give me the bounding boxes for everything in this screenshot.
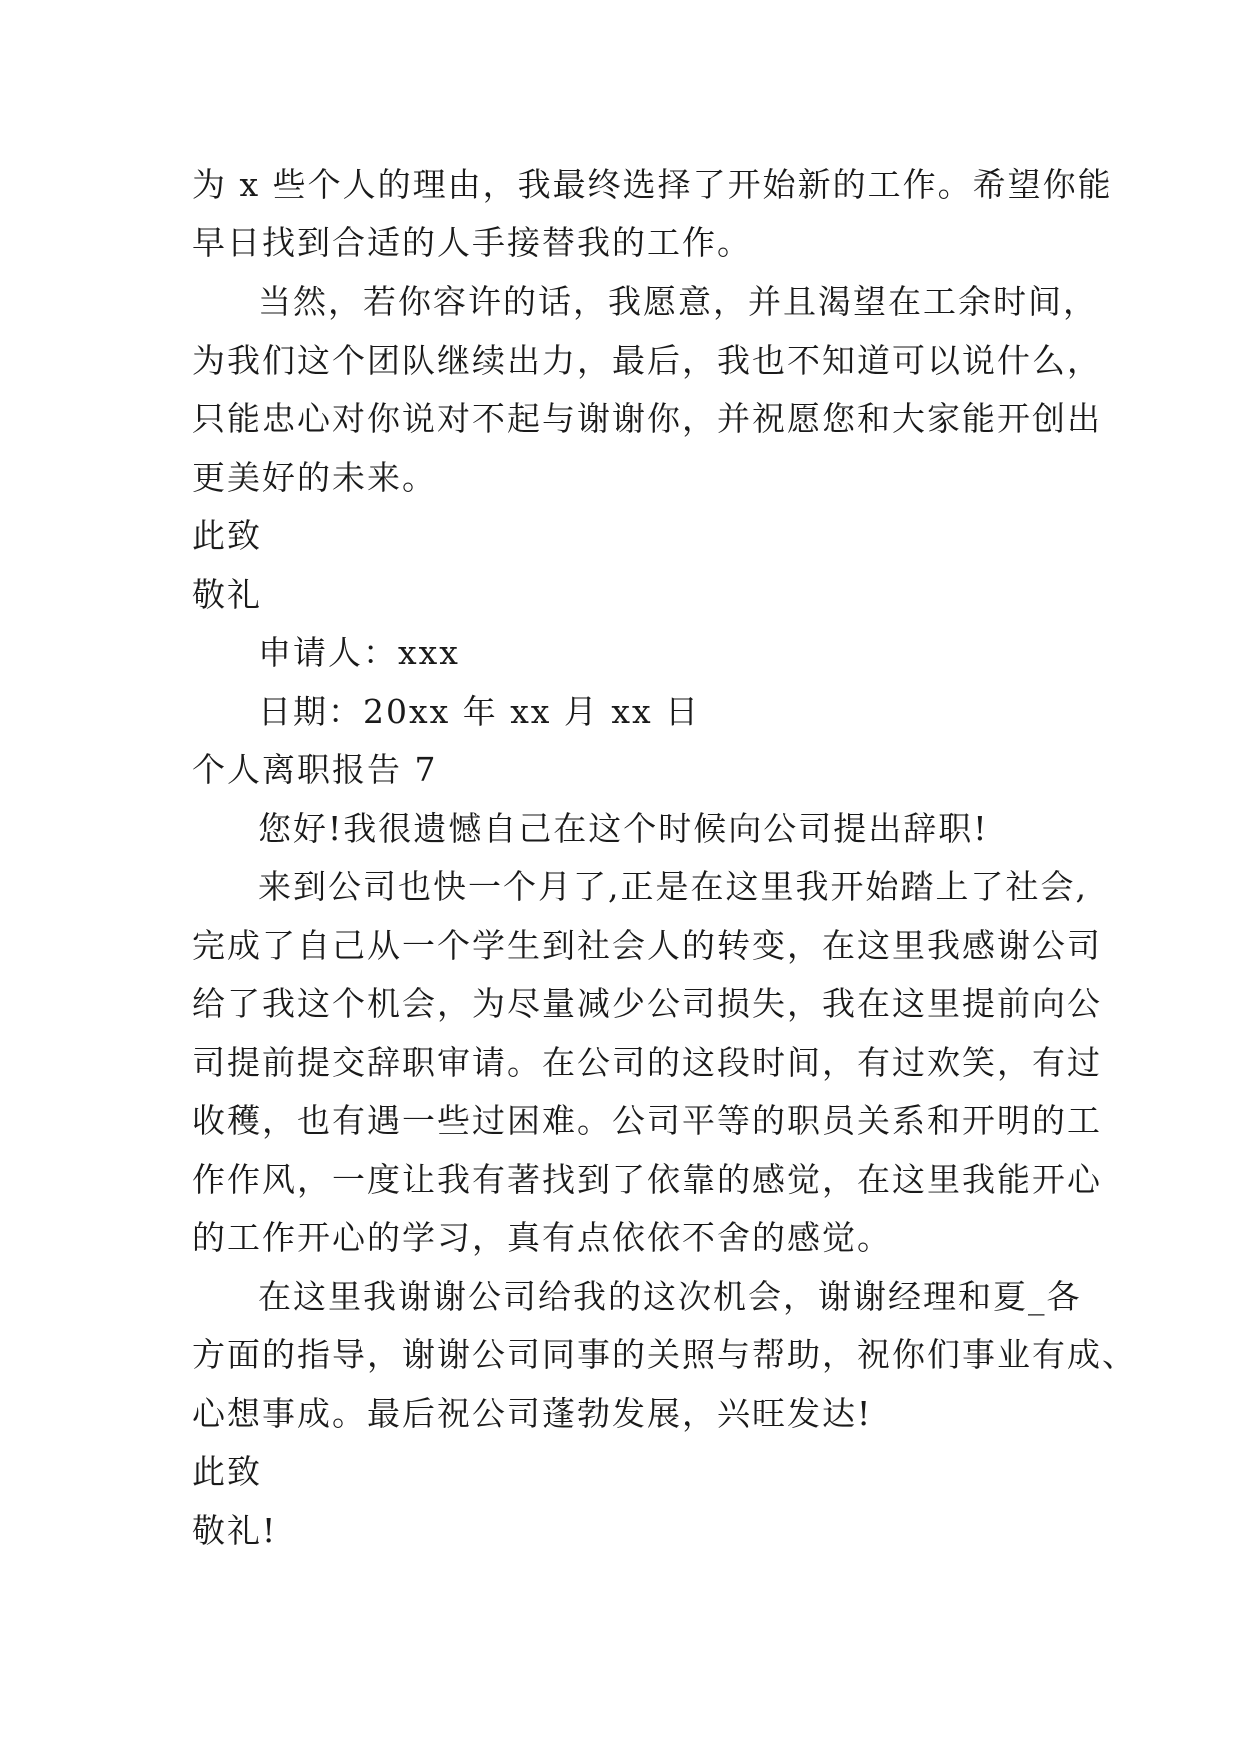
paragraph-line: 在这里我谢谢公司给我的这次机会，谢谢经理和夏_各 — [258, 1277, 1082, 1316]
paragraph-line: 心想事成。最后祝公司蓬勃发展，兴旺发达! — [192, 1394, 873, 1433]
applicant-line: 申请人：xxx — [258, 633, 460, 672]
paragraph-line: 只能忠心对你说对不起与谢谢你，并祝愿您和大家能开创出 — [192, 399, 1102, 438]
paragraph-line: 完成了自己从一个学生到社会人的转变，在这里我感谢公司 — [192, 926, 1102, 965]
paragraph-line: 给了我这个机会，为尽量减少公司损失，我在这里提前向公 — [192, 984, 1102, 1023]
paragraph-line: 当然，若你容许的话，我愿意，并且渴望在工余时间， — [258, 282, 1098, 321]
paragraph-line: 为我们这个团队继续出力，最后，我也不知道可以说什么， — [192, 341, 1102, 380]
paragraph-line: 司提前提交辞职审请。在公司的这段时间，有过欢笑，有过 — [192, 1043, 1102, 1082]
paragraph-line: 早日找到合适的人手接替我的工作。 — [192, 223, 752, 262]
closing-salutation: 此致 — [192, 516, 262, 555]
paragraph-line: 为 x 些个人的理由，我最终选择了开始新的工作。希望你能 — [192, 165, 1113, 204]
date-line: 日期：20xx 年 xx 月 xx 日 — [258, 692, 701, 731]
section-heading: 个人离职报告 7 — [192, 750, 438, 789]
paragraph-line: 来到公司也快一个月了,正是在这里我开始踏上了社会, — [258, 867, 1088, 906]
paragraph-line: 方面的指导，谢谢公司同事的关照与帮助，祝你们事业有成、 — [192, 1335, 1137, 1374]
paragraph-line: 的工作开心的学习，真有点依依不舍的感觉。 — [192, 1218, 892, 1257]
closing-regards: 敬礼! — [192, 1511, 278, 1550]
paragraph-line: 作作风，一度让我有著找到了依靠的感觉，在这里我能开心 — [192, 1160, 1102, 1199]
closing-salutation: 此致 — [192, 1452, 262, 1491]
paragraph-line: 您好!我很遗憾自己在这个时候向公司提出辞职! — [258, 809, 989, 848]
paragraph-line: 更美好的未来。 — [192, 458, 437, 497]
paragraph-line: 收穫，也有遇一些过困难。公司平等的职员关系和开明的工 — [192, 1101, 1102, 1140]
closing-regards: 敬礼 — [192, 575, 262, 614]
